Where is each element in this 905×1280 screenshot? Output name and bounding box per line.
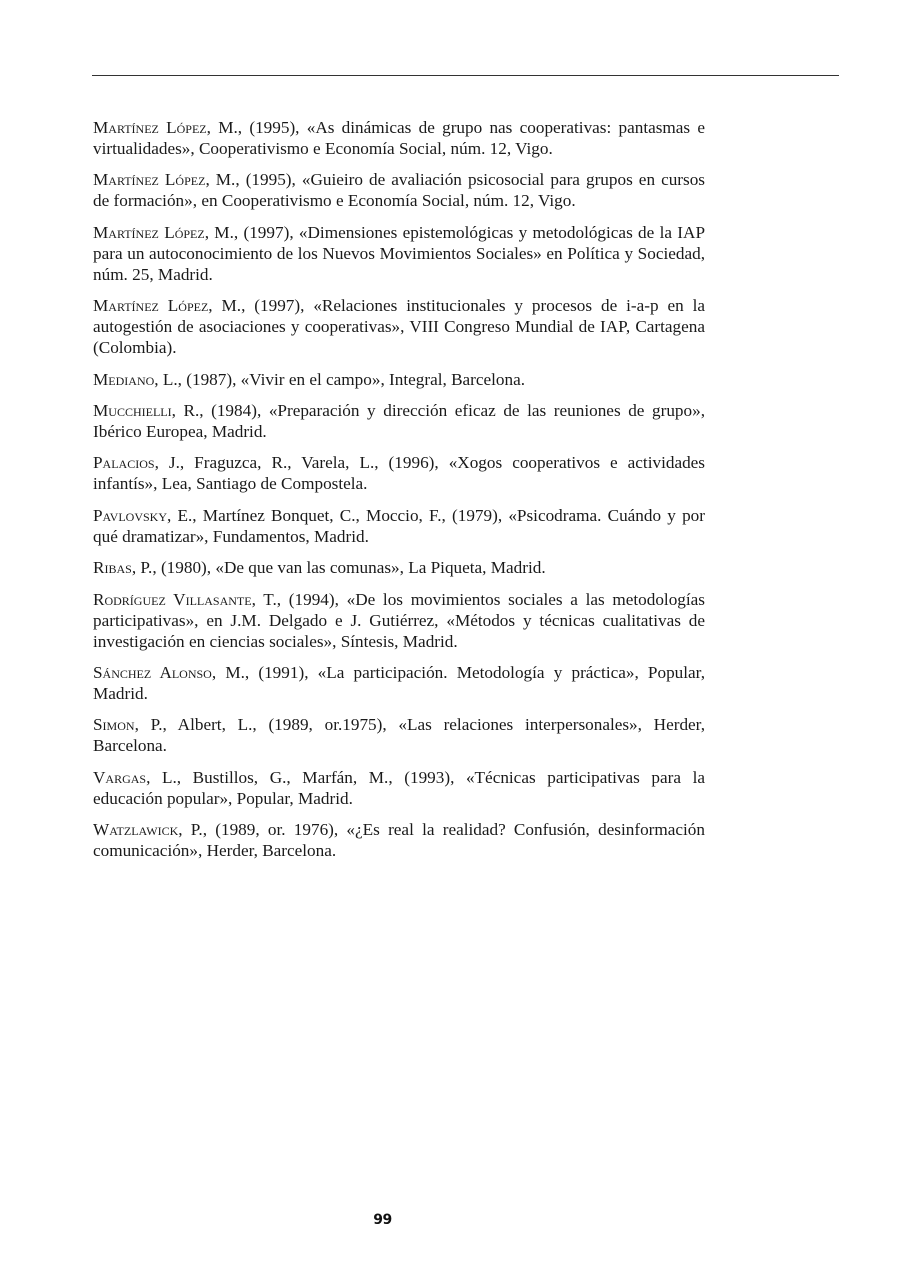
bibliography-entry [93, 117, 705, 159]
entry-text: , J., Fraguzca, R., Varela, L., (1996), «Xogos cooperativos e actividades infantís», Lea, Santiago de Compostela. [93, 453, 705, 494]
entry-text: , L., Bustillos, G., Marfán, M., (1993), «Técnicas participativas para la educación popular», Popular, Madrid. [93, 767, 705, 808]
bibliography-entry [93, 295, 705, 358]
entry-text: , M., (1997), «Relaciones institucionales y procesos de i-a-p en la autogestión de asociaciones y cooperativas», VIII Congreso Mundial de IAP, Cartagena (Colombia). [93, 296, 705, 358]
entry-text: , T., (1994), «De los movimientos sociales a las metodologías participativas», en J.M. Delgado e J. Gutiérrez, «Métodos y técnicas cualitativas de investigación en ciencias sociales», Síntesis, Madrid. [93, 589, 705, 651]
entry-text: , M., (1995), «As dinámicas de grupo nas cooperativas: pantasmas e virtualidades», Cooperativismo e Economía Social, núm. 12, Vigo. [93, 118, 705, 158]
page-number: 99 [373, 1212, 392, 1228]
entry-text: , E., Martínez Bonquet, C., Moccio, F., (1979), «Psicodrama. Cuándo y por qué dramatizar», Fundamentos, Madrid. [93, 505, 705, 546]
bibliography-entry [93, 662, 705, 704]
entry-author: Martínez López [93, 170, 206, 190]
bibliography-entry [93, 505, 705, 547]
entry-text: , M., (1991), «La participación. Metodología y práctica», Popular, Madrid. [93, 662, 705, 703]
entry-text: , R., (1984), «Preparación y dirección eficaz de las reuniones de grupo», Ibérico Europea, Madrid. [93, 400, 705, 441]
bibliography-entry [93, 589, 705, 652]
entry-author: Palacios [93, 453, 155, 473]
bibliography-entry [93, 452, 705, 494]
bibliography-entry [93, 222, 705, 285]
entry-author: Pavlovsky [93, 505, 168, 525]
bibliography-entry [93, 169, 705, 211]
entry-text: , M., (1997), «Dimensiones epistemológicas y metodológicas de la IAP para un autoconocimiento de los Nuevos Movimientos Sociales» en Política y Sociedad, núm. 25, Madrid. [93, 222, 705, 284]
entry-author: Simon [93, 715, 135, 735]
bibliography-entry [93, 714, 705, 756]
bibliography-entry [93, 369, 705, 390]
entry-text: , L., (1987), «Vivir en el campo», Integral, Barcelona. [154, 369, 526, 389]
header-rule [92, 75, 839, 76]
bibliography-entry [93, 400, 705, 442]
entry-author: Mediano [93, 369, 155, 389]
bibliography-entry [93, 819, 705, 861]
entry-text: , P., Albert, L., (1989, or.1975), «Las relaciones interpersonales», Herder, Barcelona. [93, 715, 705, 756]
bibliography-entry [93, 767, 705, 809]
entry-author: Martínez López [93, 118, 207, 137]
entry-author: Martínez López [93, 296, 209, 316]
bibliography-list [93, 117, 705, 861]
entry-author: Sánchez Alonso [93, 662, 212, 682]
entry-author: Ribas [93, 558, 132, 578]
entry-author: Mucchielli [93, 400, 172, 420]
entry-author: Martínez López [93, 222, 205, 242]
entry-text: , P., (1989, or. 1976), «¿Es real la realidad? Confusión, desinformación comunicación», Herder, Barcelona. [93, 820, 705, 861]
entry-text: , P., (1980), «De que van las comunas», La Piqueta, Madrid. [131, 558, 546, 578]
entry-author: Watzlawick [93, 820, 179, 840]
entry-text: , M., (1995), «Guieiro de avaliación psicosocial para grupos en cursos de formación», en Cooperativismo e Economía Social, núm. 12, Vigo. [93, 170, 705, 211]
bibliography-entry [93, 557, 705, 578]
entry-author: Rodríguez Villasante [93, 589, 252, 609]
entry-author: Vargas [93, 767, 147, 787]
